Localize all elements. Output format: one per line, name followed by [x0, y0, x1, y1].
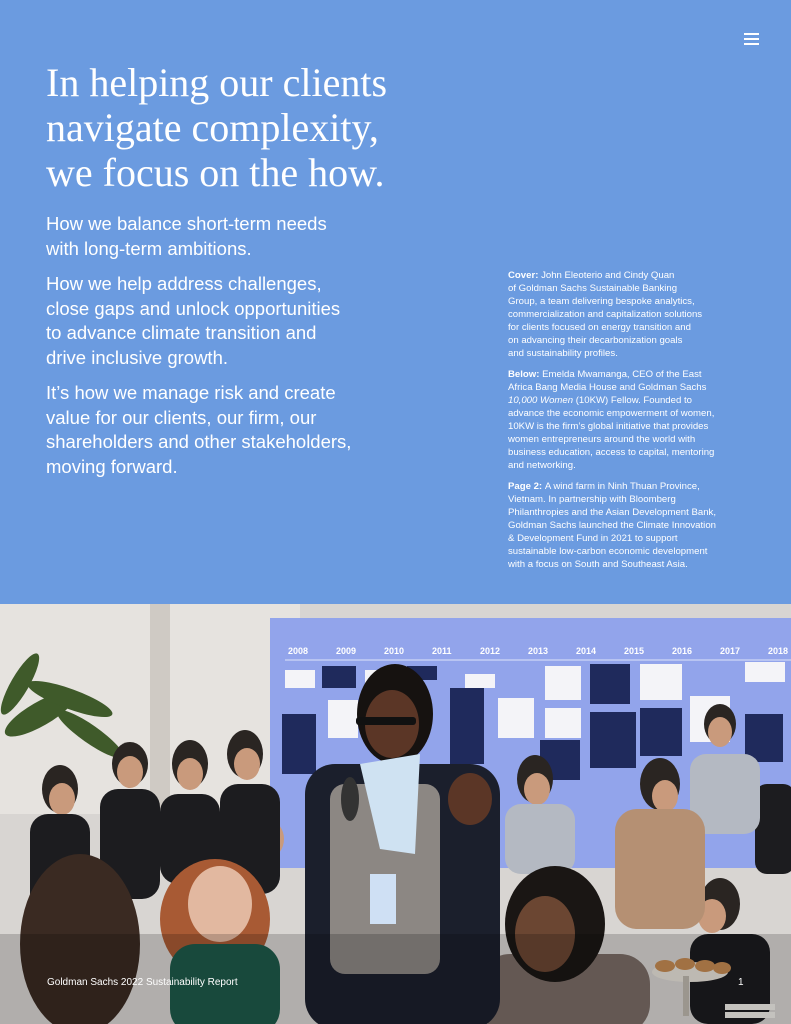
intro-paragraph [46, 381, 406, 479]
caption-line: on advancing their decarbonization goals [508, 335, 683, 346]
headline-line: In helping our clients [46, 60, 388, 105]
intro-line: to advance climate transition and [46, 322, 317, 343]
caption-italic: 10,000 Women [508, 395, 574, 406]
caption-line [508, 368, 748, 381]
caption-line [508, 480, 748, 493]
intro-paragraph [46, 272, 406, 370]
timeline-year: 2008 [288, 646, 309, 656]
intro-line: shareholders and other stakeholders, [46, 431, 352, 452]
caption-line: sustainable low-carbon economic development [508, 546, 708, 557]
timeline-year: 2017 [720, 646, 741, 656]
intro-line: How we help address challenges, [46, 273, 322, 294]
headline [46, 60, 466, 195]
caption-line [508, 269, 748, 282]
intro-paragraph [46, 212, 406, 261]
timeline-year: 2015 [624, 646, 645, 656]
caption-line: Africa Bang Media House and Goldman Sachs [508, 382, 707, 393]
caption-line: for clients focused on energy transition and [508, 322, 691, 333]
caption-line: with a focus on South and Southeast Asia. [508, 559, 688, 570]
intro-line: It’s how we manage risk and create [46, 382, 336, 403]
timeline-year: 2010 [384, 646, 405, 656]
caption-line: Philanthropies and the Asian Development Bank, [508, 507, 716, 518]
intro-line: value for our clients, our firm, our [46, 406, 317, 428]
event-photo-illustration [0, 604, 791, 1024]
caption-line: commercialization and capitalization solutions [508, 309, 703, 320]
timeline-year: 2013 [528, 646, 549, 656]
caption-text: A wind farm in Ninh Thuan Province, [544, 481, 700, 492]
below-caption [508, 368, 748, 472]
caption-line: Vietnam. In partnership with Bloomberg [508, 494, 676, 505]
timeline-year: 2016 [672, 646, 693, 656]
timeline-year: 2014 [576, 646, 597, 656]
hamburger-menu-icon[interactable] [744, 33, 759, 46]
photo-captions [508, 269, 748, 579]
caption-line: and networking. [508, 460, 576, 471]
caption-line [508, 394, 748, 407]
caption-line: women entrepreneurs around the world with [508, 434, 696, 445]
cover-caption [508, 269, 748, 360]
caption-line: Group, a team delivering bespoke analytics, [508, 296, 695, 307]
page2-caption [508, 480, 748, 571]
timeline-year: 2018 [768, 646, 789, 656]
page-number: 1 [738, 977, 744, 988]
caption-text: John Eleoterio and Cindy Quan [541, 270, 675, 281]
caption-text: (10KW) Fellow. Founded to [573, 395, 692, 406]
report-title: Goldman Sachs 2022 Sustainability Report [47, 977, 238, 988]
caption-label: Cover: [508, 270, 539, 281]
timeline-year: 2012 [480, 646, 501, 656]
caption-line: business education, access to capital, mentoring [508, 447, 715, 458]
headline-line: navigate complexity, [46, 105, 379, 150]
intro-line: close gaps and unlock opportunities [46, 297, 341, 319]
caption-label: Below: [508, 369, 540, 380]
timeline-year: 2009 [336, 646, 357, 656]
caption-line: and sustainability profiles. [508, 348, 618, 359]
intro-text [46, 212, 406, 490]
intro-line: How we balance short-term needs [46, 213, 327, 234]
caption-line: 10KW is the firm’s global initiative that provides [508, 421, 709, 432]
caption-line: of Goldman Sachs Sustainable Banking [508, 283, 678, 294]
headline-line: we focus on the how. [46, 150, 385, 195]
intro-line: moving forward. [46, 455, 178, 477]
timeline-year: 2011 [432, 646, 452, 656]
intro-line: with long-term ambitions. [46, 237, 252, 259]
caption-line: Goldman Sachs launched the Climate Innovation [508, 520, 716, 531]
event-photo [0, 604, 791, 1024]
caption-line: advance the economic empowerment of women, [508, 408, 715, 419]
caption-text: Emelda Mwamanga, CEO of the East [542, 369, 702, 380]
caption-line: & Development Fund in 2021 to support [508, 533, 678, 544]
caption-label: Page 2: [508, 481, 543, 492]
intro-line: drive inclusive growth. [46, 346, 228, 368]
